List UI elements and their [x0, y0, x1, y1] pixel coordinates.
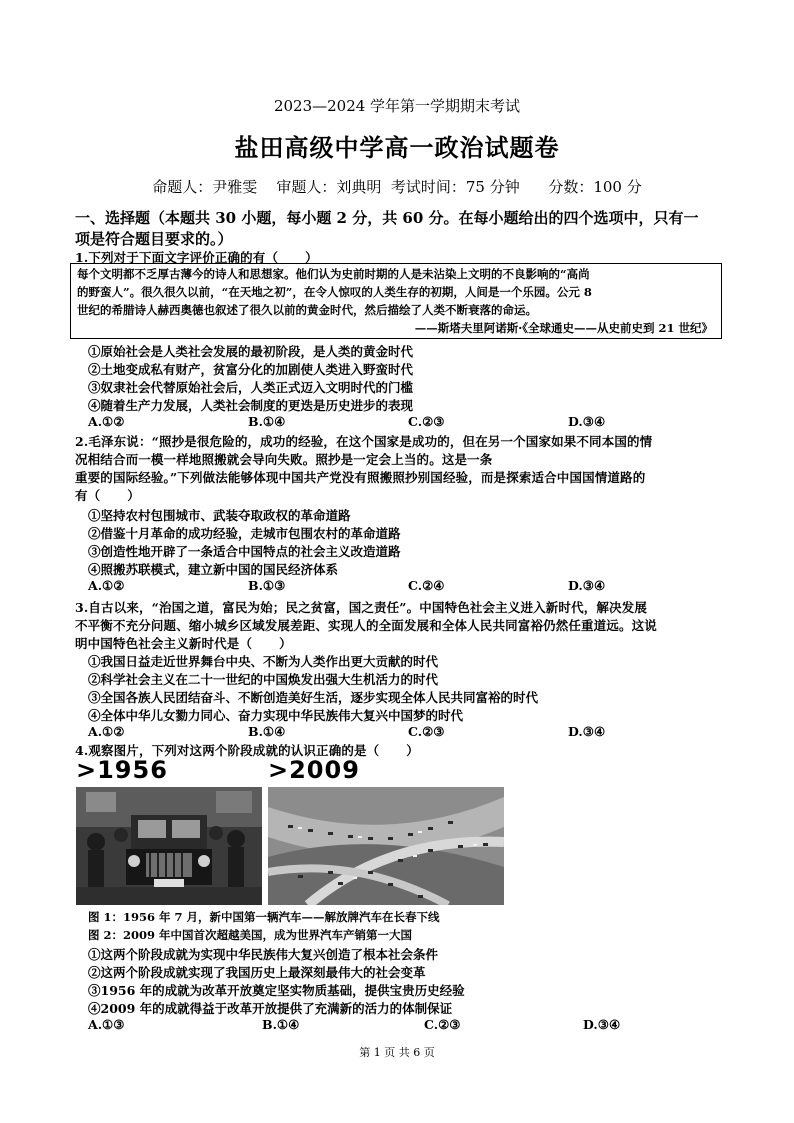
q2-choice-c[interactable]: C.②④ [408, 578, 445, 593]
q1-option: ①原始社会是人类社会发展的最初阶段，是人类的黄金时代 [88, 344, 414, 359]
q2-option: ③创造性地开辟了一条适合中国特点的社会主义改造道路 [88, 544, 401, 559]
q4-option: ②这两个阶段成就实现了我国历史上最深刻最伟大的社会变革 [88, 965, 426, 980]
q2-choice-a[interactable]: A.①② [88, 578, 125, 593]
q1-choice-c[interactable]: C.②③ [408, 414, 445, 429]
photo-caption-2: 图 2：2009 年中国首次超越美国，成为世界汽车产销第一大国 [88, 928, 413, 942]
quote-source: ——斯塔夫里阿诺斯·《全球通史——从史前史到 21 世纪》 [414, 321, 713, 335]
q1-choice-d[interactable]: D.③④ [568, 414, 606, 429]
q2-option: ①坚持农村包围城市、武装夺取政权的革命道路 [88, 508, 351, 523]
quote-line: 每个文明都不乏厚古薄今的诗人和思想家。他们认为史前时期的人是未沾染上文明的不良影响的“高尚 [77, 267, 590, 281]
q2-option: ②借鉴十月革命的成功经验，走城市包围农村的革命道路 [88, 526, 401, 541]
q1-stem: 1.下列对于下面文字评价正确的有（ ） [75, 250, 318, 265]
q1-choice-b[interactable]: B.①④ [248, 414, 286, 429]
q2-stem-line: 况相结合而一模一样地照搬就会导向失败。照抄是一定会上当的。这是一条 [75, 452, 493, 467]
photo-2009-traffic [268, 787, 504, 905]
photo1-year-label: >1956 [76, 756, 168, 784]
q4-stem: 4.观察图片，下列对这两个阶段成就的认识正确的是（ ） [75, 743, 419, 758]
photo-1956-truck [76, 787, 262, 905]
q2-option: ④照搬苏联模式，建立新中国的国民经济体系 [88, 562, 339, 577]
quote-line: 世纪的希腊诗人赫西奥德也叙述了很久以前的黄金时代，然后描绘了人类不断衰落的命运。 [77, 303, 537, 317]
photo-caption-1: 图 1：1956 年 7 月，新中国第一辆汽车——解放牌汽车在长春下线 [88, 910, 440, 924]
exam-term-line: 2023—2024 学年第一学期期末考试 [273, 97, 521, 115]
q3-option: ③全国各族人民团结奋斗、不断创造美好生活，逐步实现全体人民共同富裕的时代 [88, 690, 539, 705]
q3-stem-line: 不平衡不充分问题、缩小城乡区域发展差距、实现人的全面发展和全体人民共同富裕仍然任重道远。这说 [75, 618, 657, 633]
q3-option: ①我国日益走近世界舞台中央、不断为人类作出更大贡献的时代 [88, 654, 439, 669]
q2-choice-b[interactable]: B.①③ [248, 578, 286, 593]
q1-quote-box [70, 263, 722, 339]
q3-stem-line: 3.自古以来，“治国之道，富民为始；民之贫富，国之责任”。中国特色社会主义进入新时代，解决发展 [75, 600, 647, 615]
section-instruction-line2: 项是符合题目要求的。） [75, 230, 233, 248]
q4-option: ④2009 年的成就得益于改革开放提供了充满新的活力的体制保证 [88, 1001, 453, 1016]
q4-option: ①这两个阶段成就为实现中华民族伟大复兴创造了根本社会条件 [88, 947, 439, 962]
q1-option: ③奴隶社会代替原始社会后，人类正式迈入文明时代的门槛 [88, 380, 414, 395]
photo2-year-label: >2009 [268, 756, 360, 784]
q1-option: ④随着生产力发展，人类社会制度的更迭是历史进步的表现 [88, 398, 414, 413]
section-instruction-line1: 一、选择题（本题共 30 小题，每小题 2 分，共 60 分。在每小题给出的四个选项中，只有一 [75, 209, 699, 227]
quote-line: 的野蛮人”。很久很久以前，“在天地之初”，在令人惊叹的人类生存的初期，人间是一个乐园。公元 8 [77, 285, 592, 299]
page-number: 第 1 页 共 6 页 [359, 1046, 435, 1059]
q3-choice-a[interactable]: A.①② [88, 724, 125, 739]
q2-choice-d[interactable]: D.③④ [568, 578, 606, 593]
q4-choice-b[interactable]: B.①④ [262, 1017, 300, 1032]
q1-choice-a[interactable]: A.①② [88, 414, 125, 429]
q2-stem-line: 2.毛泽东说：“照抄是很危险的，成功的经验，在这个国家是成功的，但在另一个国家如果不同本国的情 [75, 434, 653, 449]
q4-choice-d[interactable]: D.③④ [583, 1017, 621, 1032]
q4-option: ③1956 年的成就为改革开放奠定坚实物质基础，提供宝贵历史经验 [88, 983, 465, 998]
q1-option: ②土地变成私有财产，贫富分化的加剧使人类进入野蛮时代 [88, 362, 414, 377]
page-title: 盐田高级中学高一政治试题卷 [234, 133, 560, 162]
q3-option: ②科学社会主义在二十一世纪的中国焕发出强大生机活力的时代 [88, 672, 439, 687]
q4-choice-a[interactable]: A.①③ [88, 1017, 125, 1032]
q3-stem-line: 明中国特色社会主义新时代是（ ） [75, 636, 292, 651]
q2-stem-line: 有（ ） [75, 488, 140, 503]
q3-choice-d[interactable]: D.③④ [568, 724, 606, 739]
exam-meta: 命题人：尹雅雯 审题人：刘典明 考试时间：75 分钟 分数：100 分 [152, 178, 642, 196]
q4-choice-c[interactable]: C.②③ [424, 1017, 461, 1032]
q3-choice-b[interactable]: B.①④ [248, 724, 286, 739]
q3-option: ④全体中华儿女勠力同心、奋力实现中华民族伟大复兴中国梦的时代 [88, 708, 464, 723]
q3-choice-c[interactable]: C.②③ [408, 724, 445, 739]
q2-stem-line: 重要的国际经验。”下列做法能够体现中国共产党没有照搬照抄别国经验，而是探索适合中国国情道路的 [75, 470, 646, 485]
